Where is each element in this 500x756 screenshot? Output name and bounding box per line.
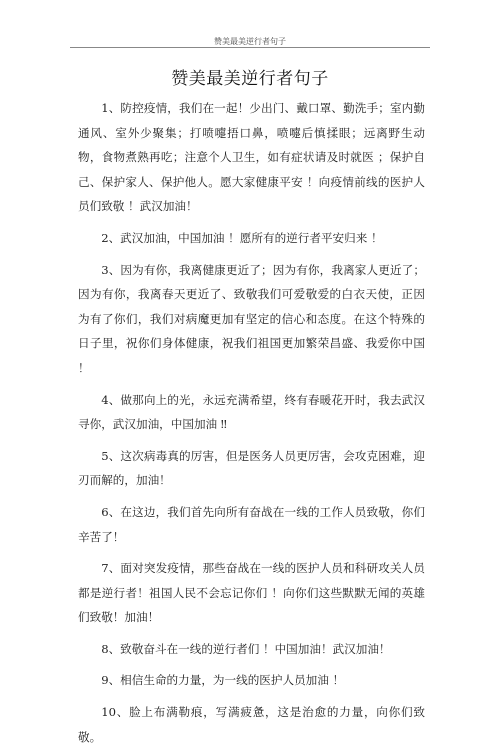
paragraph-5: 5、这次病毒真的厉害，但是医务人员更厉害，会攻克困难，迎刃而解的，加油！ xyxy=(78,448,425,488)
paragraph-1: 1、防控疫情，我们在一起！少出门、戴口罩、勤洗手；室内勤通风、室外少聚集；打喷嚏捂口鼻，喷嚏后慎揉眼；远离野生动物，食物煮熟再吃；注意个人卫生，如有症状请及时就医 ；保护自己、保护家人、保护他人。愿大家健康平安 ！向疫情前线的医护人员们致敬 ！武汉加油！ xyxy=(78,101,426,214)
document-title: 赞美最美逆行者句子 xyxy=(171,69,329,89)
paragraph-2: 2、武汉加油，中国加油 ！愿所有的逆行者平安归来 ！ xyxy=(101,230,383,245)
running-header-title: 赞美最美逆行者句子 xyxy=(214,37,286,46)
paragraph-7: 7、面对突发疫情，那些奋战在一线的医护人员和科研攻关人员都是逆行者！祖国人民不会忘记你们 ！向你们这些默默无闻的英雄们致敬！加油！ xyxy=(78,561,425,625)
header-divider xyxy=(70,47,430,48)
document-body xyxy=(78,96,425,756)
paragraph-8: 8、致敬奋斗在一线的逆行者们 ！中国加油！武汉加油！ xyxy=(101,641,391,656)
page-header xyxy=(0,0,500,50)
paragraph-9: 9、相信生命的力量，为一线的医护人员加油 ！ xyxy=(101,673,345,688)
paragraph-3: 3、因为有你，我离健康更近了；因为有你，我离家人更近了；因为有你，我离春天更近了、致敬我们可爱敬爱的白衣天使，正因为有了你们，我们对病魔更加有坚定的信心和态度。在这个特殊的日子里，祝你们身体健康，祝我们祖国更加繁荣昌盛、我爱你中国 ！ xyxy=(78,262,425,375)
paragraph-6: 6、在这边，我们首先向所有奋战在一线的工作人员致敬，你们辛苦了！ xyxy=(78,504,425,544)
paragraph-10: 10、脸上布满勒痕，写满疲惫，这是治愈的力量，向你们致敬。 xyxy=(78,705,425,744)
paragraph-4: 4、做那向上的光，永远充满希望，终有春暖花开时，我去武汉寻你，武汉加油，中国加油 ‼ xyxy=(78,392,425,432)
